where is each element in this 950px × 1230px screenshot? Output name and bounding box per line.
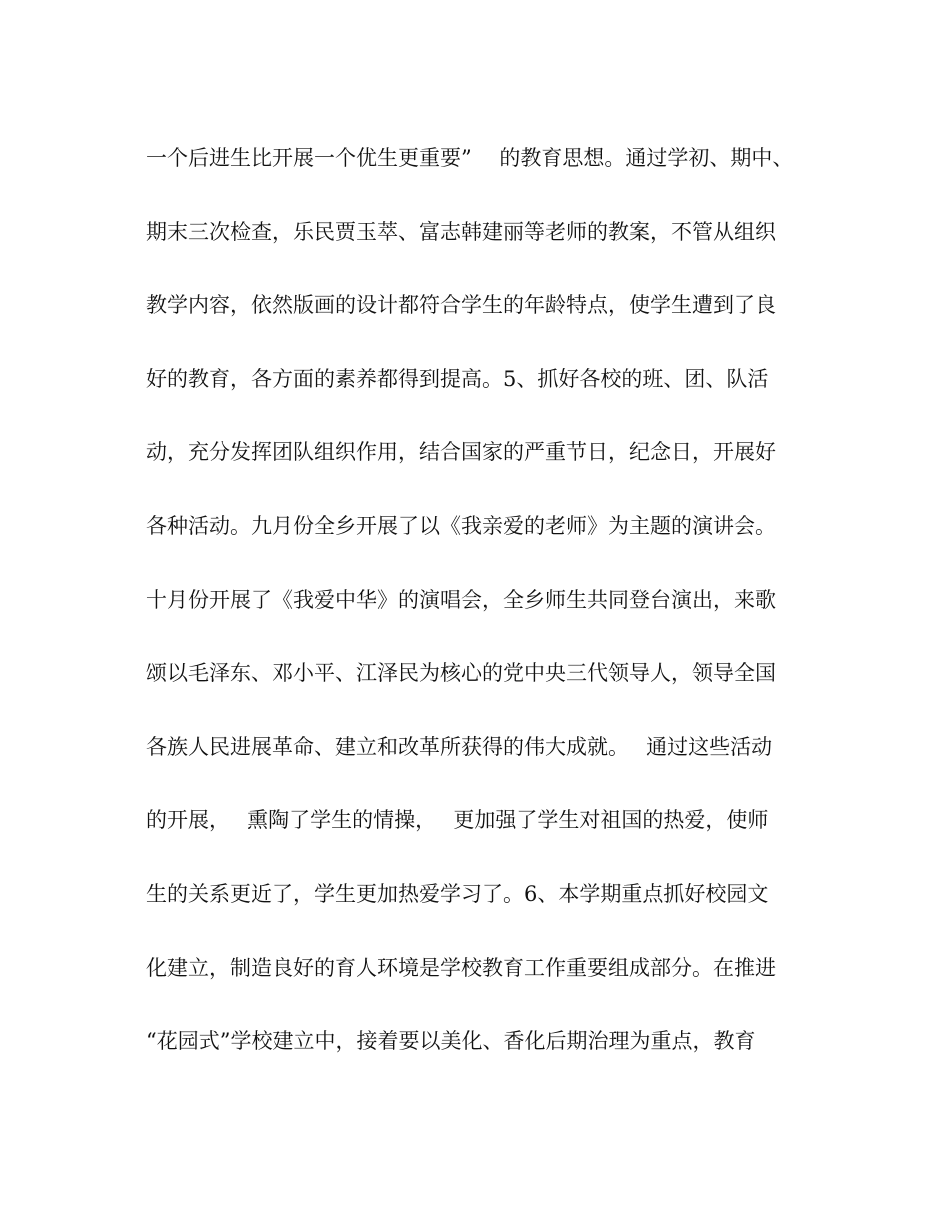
text-line-4: 好的教育，各方面的素养都得到提高。5、抓好各校的班、团、队活 bbox=[146, 366, 769, 391]
text-line-9: 各族人民进展革命、建立和改革所获得的伟大成就。 通过这些活动 bbox=[146, 734, 773, 759]
text-line-10: 的开展， 熏陶了学生的情操， 更加强了学生对祖国的热爱，使师 bbox=[146, 808, 769, 833]
text-line-7: 十月份开展了《我爱中华》的演唱会，全乡师生共同登台演出，来歌 bbox=[146, 587, 776, 612]
text-line-8: 颂以毛泽东、邓小平、江泽民为核心的党中央三代领导人，领导全国 bbox=[146, 661, 776, 686]
text-line-12: 化建立，制造良好的育人环境是学校教育工作重要组成部分。在推进 bbox=[146, 955, 776, 980]
text-line-1: 一个后进生比开展一个优生更重要” 的教育思想。通过学初、期中、 bbox=[146, 146, 794, 170]
text-line-6: 各种活动。九月份全乡开展了以《我亲爱的老师》为主题的演讲会。 bbox=[146, 513, 776, 538]
text-line-11: 生的关系更近了，学生更加热爱学习了。6、本学期重点抓好校园文 bbox=[146, 881, 769, 906]
text-line-2: 期末三次检查，乐民贾玉萃、富志韩建丽等老师的教案，不管从组织 bbox=[146, 219, 776, 244]
body-text bbox=[146, 143, 826, 1100]
text-line-5: 动，充分发挥团队组织作用，结合国家的严重节日，纪念日，开展好 bbox=[146, 440, 776, 465]
text-line-13: “花园式”学校建立中，接着要以美化、香化后期治理为重点，教育 bbox=[146, 1029, 756, 1054]
text-line-3: 教学内容，依然版画的设计都符合学生的年龄特点，使学生遭到了良 bbox=[146, 293, 776, 318]
